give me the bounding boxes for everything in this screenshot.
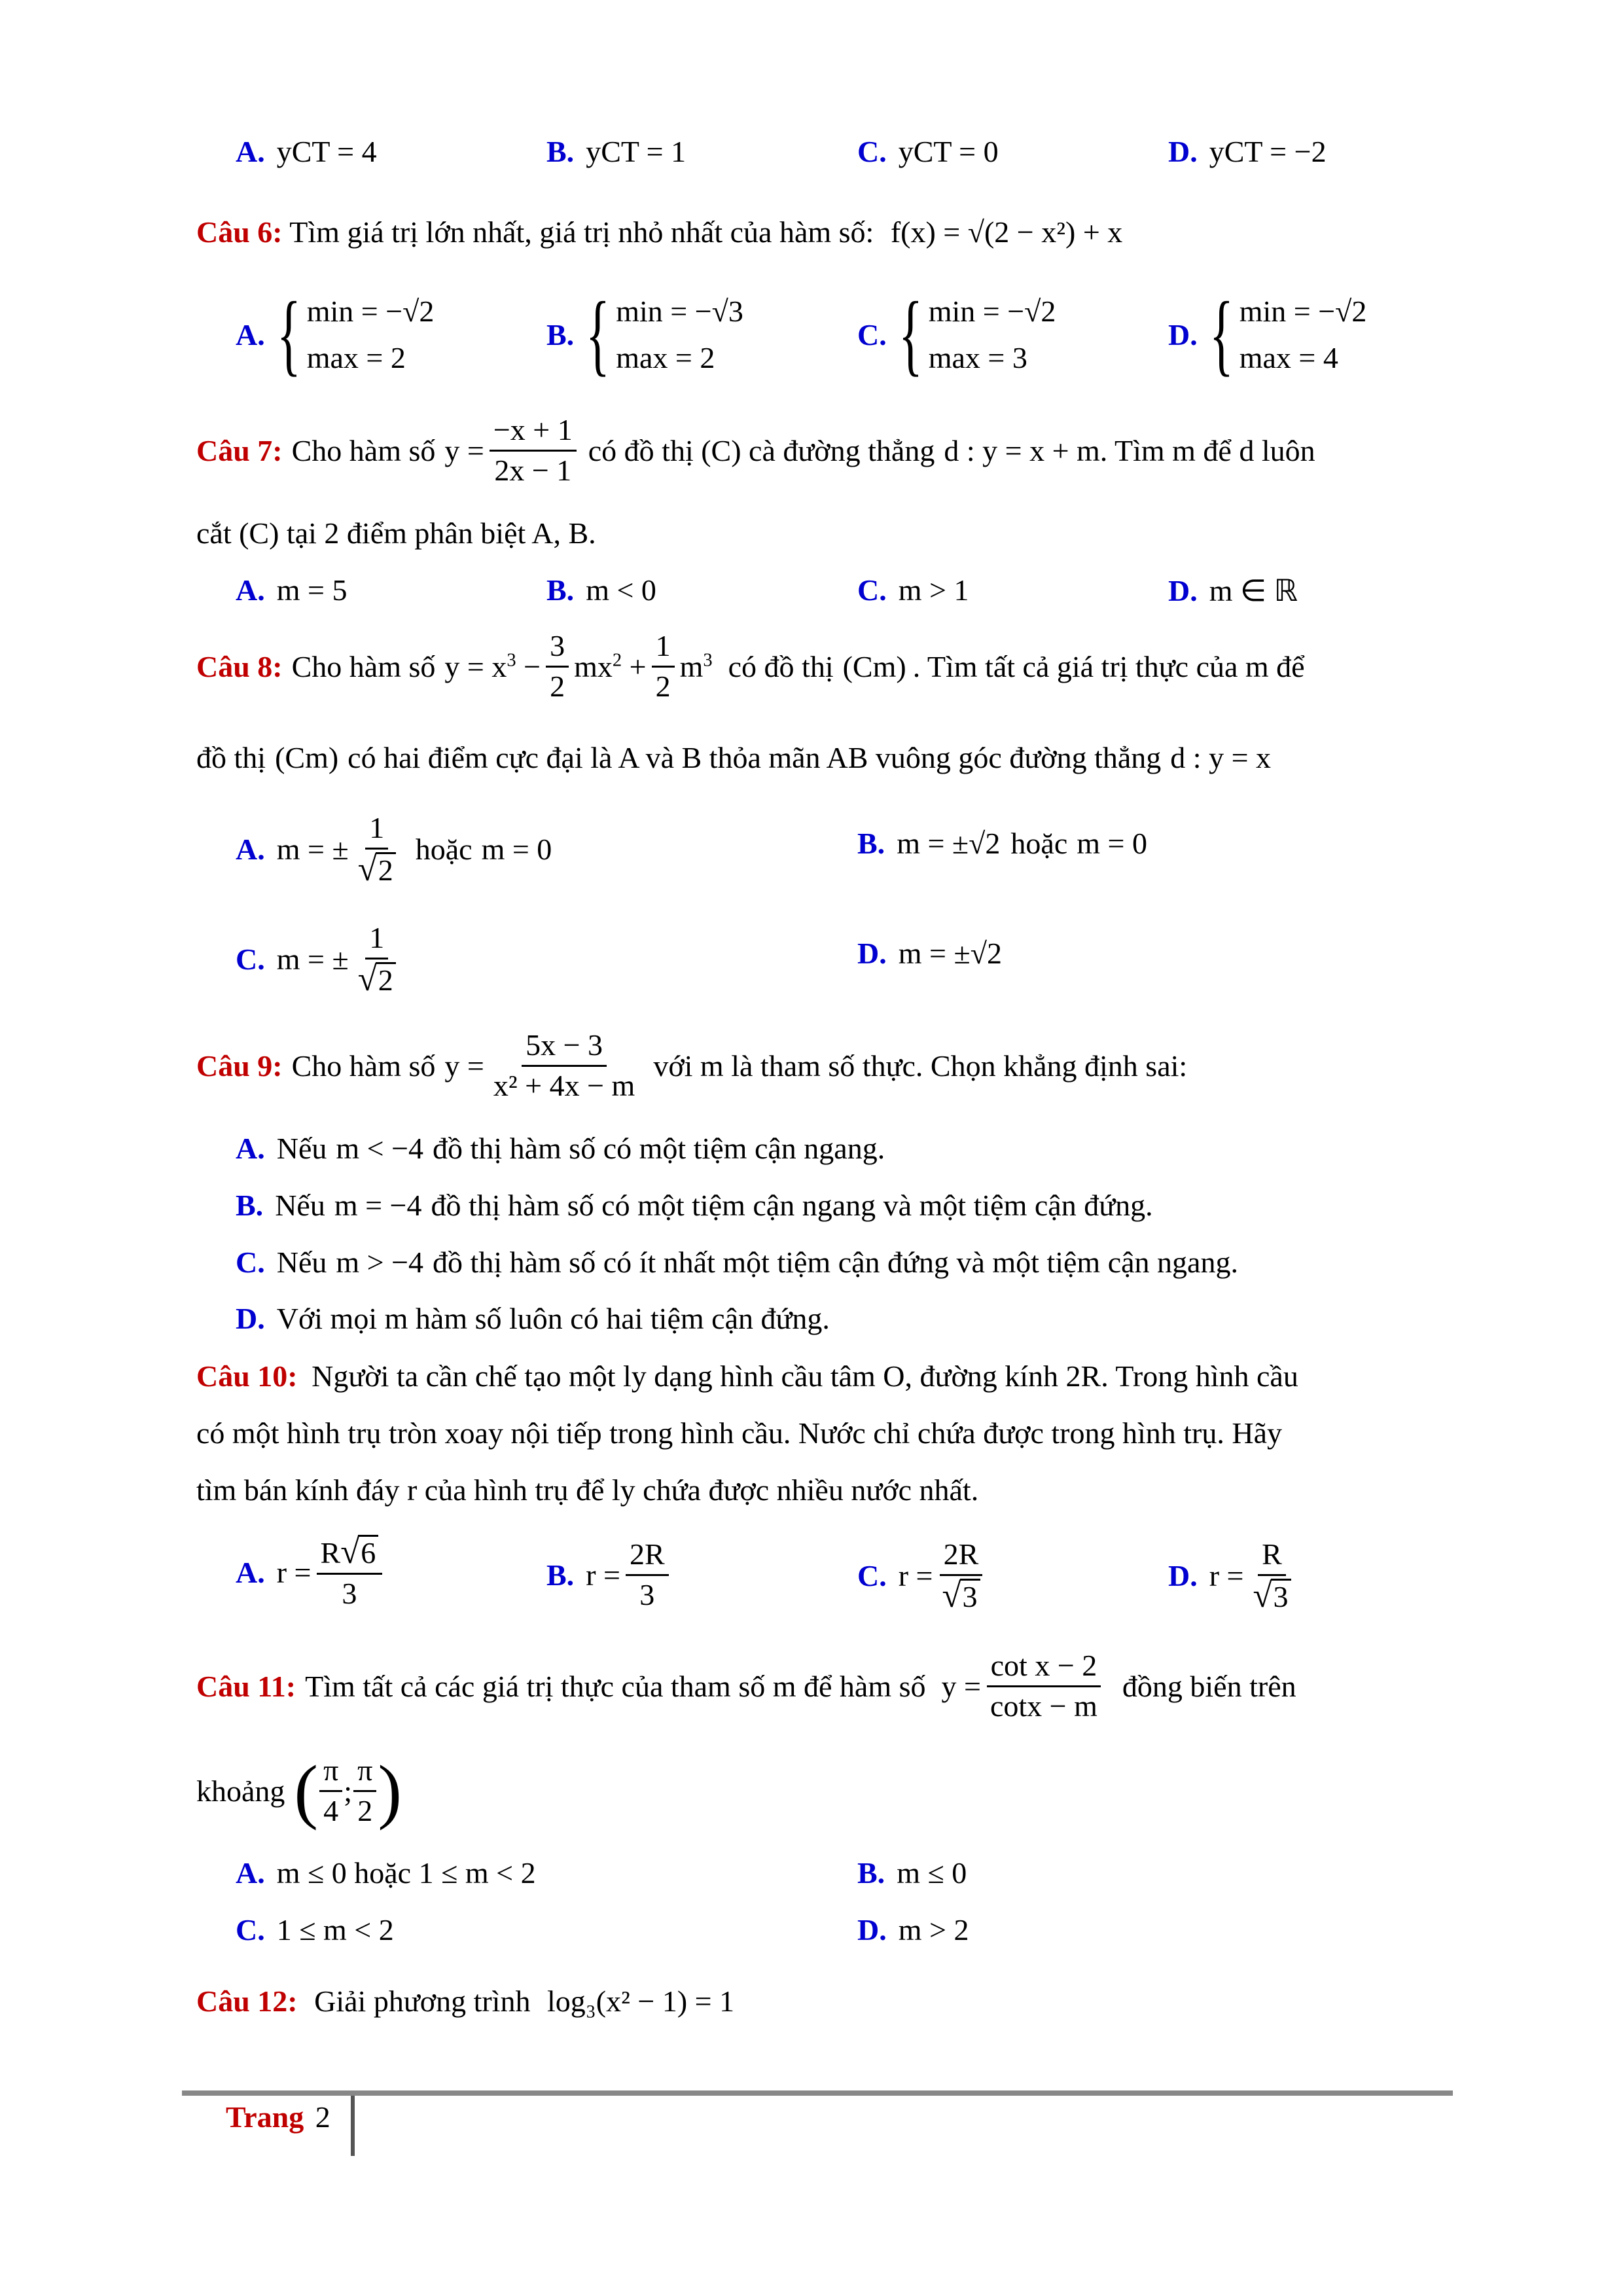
q7-option-b [546, 573, 656, 607]
option-label: D. [1168, 1559, 1198, 1593]
system-min: min = −√2 [1239, 295, 1367, 328]
question-label: Câu 10: [196, 1359, 298, 1393]
q9-option-a [236, 1131, 885, 1166]
question-text: . Tìm tất cả giá trị thực của m để [912, 649, 1305, 683]
q8-option-d [857, 936, 1002, 971]
q5-option-c [857, 134, 999, 169]
question-text: . Tìm m để d luôn [1099, 433, 1315, 467]
q10-stem-line1 [196, 1358, 1298, 1394]
fraction [490, 414, 577, 487]
option-math: r = [276, 1556, 312, 1590]
q10-option-c [857, 1538, 990, 1613]
option-label: D. [236, 1302, 265, 1335]
option-label: A. [236, 573, 265, 607]
function-y: y = [444, 433, 484, 467]
semicolon: ; [344, 1774, 353, 1808]
fraction-numerator: R [1258, 1538, 1286, 1576]
option-label: B. [546, 573, 575, 607]
option-pre: Nếu [275, 1189, 325, 1222]
system-min: min = −√2 [928, 295, 1056, 328]
option-text: m > 2 [898, 1913, 969, 1946]
q9-option-b [236, 1188, 1153, 1223]
fraction-numerator: 1 [652, 630, 675, 668]
option-or: hoặc [415, 833, 473, 867]
function-y: y = [444, 1049, 484, 1083]
option-text: 1 ≤ m < 2 [276, 1913, 394, 1946]
q12-stem [196, 1983, 734, 2019]
fraction [317, 1535, 383, 1610]
option-label: A. [236, 833, 265, 867]
question-formula: f(x) = √(2 − x²) + x [890, 215, 1123, 249]
option-label: C. [857, 573, 887, 607]
fraction-numerator: cot x − 2 [987, 1649, 1101, 1687]
question-text: khoảng [196, 1774, 285, 1808]
fraction-denominator: 2 [357, 1793, 373, 1827]
question-label: Câu 6: [196, 215, 283, 249]
question-label: Câu 8: [196, 649, 283, 683]
option-text: đồ thị hàm số có một tiệm cận ngang. [433, 1132, 885, 1165]
option-label: A. [236, 1556, 265, 1590]
q11-option-b [857, 1856, 967, 1890]
fraction [354, 922, 400, 997]
option-math: r = [586, 1558, 620, 1592]
option-math: m = ± [276, 942, 349, 977]
q7-option-c [857, 573, 969, 607]
paren-open: ( [294, 1751, 319, 1831]
question-text: Cho hàm số [291, 433, 436, 467]
q11-stem-line1 [196, 1649, 1296, 1723]
fraction-denominator: 2x − 1 [494, 453, 572, 487]
fraction-numerator: 1 [365, 922, 388, 960]
question-label: Câu 7: [196, 433, 283, 467]
fraction-numerator: R √ 6 [317, 1535, 383, 1575]
q11-option-a [236, 1856, 536, 1890]
fraction-numerator: 2R [940, 1538, 983, 1576]
option-label: C. [857, 317, 887, 351]
question-text: với m là tham số thực. Chọn khẳng định sai: [653, 1049, 1188, 1083]
system [276, 283, 435, 386]
question-text: Tìm giá trị lớn nhất, giá trị nhỏ nhất của hàm số: [289, 215, 874, 249]
option-text: đồ thị hàm số có một tiệm cận ngang và một tiệm cận đứng. [431, 1189, 1153, 1222]
q11-option-c [236, 1912, 394, 1947]
fraction [546, 630, 569, 703]
fraction-denominator: cotx − m [990, 1689, 1097, 1723]
q6-option-d [1168, 283, 1367, 386]
option-tail: m = 0 [481, 833, 552, 867]
q8-option-a [236, 812, 552, 887]
option-text: m > 1 [898, 573, 969, 607]
question-text: có hai điểm cực đại là A và B thỏa mãn AB vuông góc đường thẳng [348, 741, 1162, 774]
q6-option-b [546, 283, 743, 386]
option-label: B. [857, 827, 885, 860]
option-text: m = 5 [276, 573, 348, 607]
fraction-denominator: 2 [655, 669, 671, 703]
option-math: r = [898, 1559, 933, 1593]
question-label: Câu 9: [196, 1049, 283, 1083]
option-text: Với mọi m hàm số luôn có hai tiệm cận đứng. [276, 1302, 830, 1335]
fraction-denominator: 4 [323, 1793, 339, 1827]
fraction [490, 1029, 639, 1102]
option-label: D. [1168, 573, 1198, 607]
question-text: có đồ thị [728, 649, 834, 683]
option-label: B. [546, 135, 575, 168]
system-min: min = −√2 [306, 295, 435, 328]
question-formula: log₃(x² − 1) = 1 [546, 1984, 735, 2018]
fraction-denominator: 3 [342, 1576, 357, 1610]
fraction [938, 1538, 984, 1613]
option-text: m = ±√2 [897, 827, 1001, 860]
option-label: B. [857, 1856, 885, 1890]
fraction-denominator: √ 3 [938, 1576, 984, 1614]
function-term: $m^3$ [679, 649, 713, 683]
option-label: A. [236, 135, 265, 168]
q6-option-c [857, 283, 1056, 386]
q5-option-a [236, 134, 377, 169]
fraction-denominator: 3 [639, 1577, 655, 1611]
q9-option-d [236, 1301, 830, 1336]
fraction-denominator: x² + 4x − m [493, 1068, 635, 1102]
system-min: min = −√3 [616, 295, 743, 328]
q10-option-b [546, 1538, 674, 1611]
question-text: Tìm tất cả các giá trị thực của tham số m để hàm số [305, 1669, 926, 1703]
page-number [226, 2100, 330, 2134]
question-text: đồng biến trên [1122, 1669, 1296, 1703]
q7-option-a [236, 573, 347, 607]
brace-icon: { [276, 283, 301, 386]
option-label: C. [236, 1246, 265, 1279]
question-label: Câu 12: [196, 1984, 298, 2018]
option-label: A. [236, 1132, 265, 1165]
q6-stem [196, 214, 1122, 250]
paren-close: ) [378, 1751, 402, 1831]
option-cond: m < −4 [336, 1132, 424, 1165]
option-text: yCT = 1 [586, 135, 687, 168]
option-text: m < 0 [586, 573, 656, 607]
option-label: C. [236, 942, 265, 977]
option-text: yCT = −2 [1209, 135, 1327, 168]
question-text: Người ta cần chế tạo một ly dạng hình cầu tâm O, đường kính 2R. Trong hình cầu [312, 1359, 1298, 1393]
q8-option-b [857, 826, 1147, 861]
q10-stem-line2: có một hình trụ tròn xoay nội tiếp trong hình cầu. Nước chỉ chứa được trong hình trụ. Hãy [196, 1416, 1282, 1450]
line-equation: d : y = x + m [944, 433, 1100, 467]
option-label: C. [857, 1559, 887, 1593]
option-label: D. [857, 1913, 887, 1946]
fraction-numerator: 1 [365, 812, 388, 850]
function-formula: $y = x^3$ − [444, 649, 541, 683]
system-max: max = 2 [306, 341, 406, 375]
system [586, 283, 743, 386]
function-term: $mx^2$ + [574, 649, 647, 683]
option-label: B. [546, 317, 575, 351]
option-label: C. [236, 1913, 265, 1946]
footer-rule [182, 2090, 1453, 2096]
fraction [626, 1538, 669, 1611]
option-text: m = ±√2 [898, 937, 1002, 970]
option-or: hoặc [1010, 827, 1068, 860]
system [1209, 283, 1367, 386]
q7-stem-line2: cắt (C) tại 2 điểm phân biệt A, B. [196, 516, 596, 550]
option-cond: m = −4 [334, 1189, 422, 1222]
fraction [986, 1649, 1101, 1723]
system [898, 283, 1056, 386]
option-text: m ≤ 0 hoặc 1 ≤ m < 2 [276, 1856, 536, 1890]
page-number-value: 2 [315, 2100, 330, 2134]
question-text: đồ thị [196, 741, 266, 774]
fraction-numerator: −x + 1 [490, 414, 577, 452]
option-math: m = ± [276, 833, 349, 867]
fraction-numerator: π [353, 1754, 376, 1792]
question-text: Giải phương trình [314, 1984, 531, 2018]
option-label: D. [1168, 317, 1198, 351]
brace-icon: { [586, 283, 611, 386]
system-max: max = 2 [616, 341, 715, 375]
fraction [353, 1754, 376, 1827]
q11-stem-line2 [196, 1751, 402, 1831]
graph-name: (Cm) [842, 649, 906, 683]
system-max: max = 3 [928, 341, 1027, 375]
option-pre: Nếu [276, 1132, 327, 1165]
q5-option-d [1168, 134, 1327, 169]
option-text: m ∈ ℝ [1209, 574, 1298, 607]
option-label: A. [236, 317, 265, 351]
option-cond: m > −4 [336, 1246, 424, 1279]
option-text: yCT = 4 [276, 135, 377, 168]
q8-stem-line1 [196, 630, 1305, 703]
option-pre: Nếu [276, 1246, 327, 1279]
option-text: m ≤ 0 [897, 1856, 967, 1890]
fraction-numerator: π [319, 1754, 342, 1792]
question-label: Câu 11: [196, 1669, 296, 1703]
fraction-denominator: √ 3 [1249, 1576, 1295, 1614]
option-label: B. [236, 1189, 264, 1222]
question-text: có đồ thị (C) cà đường thẳng [588, 433, 935, 467]
brace-icon: { [1209, 283, 1234, 386]
q6-option-a [236, 283, 435, 386]
q10-stem-line3: tìm bán kính đáy r của hình trụ để ly chứa được nhiều nước nhất. [196, 1473, 979, 1507]
option-tail: m = 0 [1077, 827, 1147, 860]
fraction-numerator: 5x − 3 [522, 1029, 607, 1067]
fraction [319, 1754, 342, 1827]
line-equation: d : y = x [1170, 741, 1272, 774]
option-label: B. [546, 1558, 575, 1592]
q10-option-d [1168, 1538, 1300, 1613]
option-text: yCT = 0 [898, 135, 999, 168]
option-text: đồ thị hàm số có ít nhất một tiệm cận đứng và một tiệm cận ngang. [433, 1246, 1238, 1279]
system-max: max = 4 [1239, 341, 1338, 375]
q9-option-c [236, 1245, 1238, 1280]
page-label: Trang [226, 2100, 304, 2134]
brace-icon: { [898, 283, 923, 386]
fraction-denominator: √ 2 [354, 850, 400, 888]
question-text: Cho hàm số [291, 649, 436, 683]
fraction [652, 630, 675, 703]
option-label: D. [1168, 135, 1198, 168]
option-label: A. [236, 1856, 265, 1890]
q11-option-d [857, 1912, 969, 1947]
fraction-numerator: 3 [546, 630, 569, 668]
q9-stem [196, 1029, 1187, 1102]
q8-stem-line2 [196, 740, 1271, 776]
q7-option-d [1168, 573, 1298, 608]
fraction [354, 812, 400, 887]
option-math: r = [1209, 1559, 1244, 1593]
fraction-denominator: √ 2 [354, 960, 400, 997]
q5-option-b [546, 134, 686, 169]
footer-divider [351, 2096, 355, 2156]
q7-stem-line1 [196, 414, 1315, 487]
option-label: D. [857, 937, 887, 970]
graph-name: (Cm) [275, 741, 339, 774]
fraction-denominator: 2 [550, 669, 565, 703]
q10-option-a [236, 1535, 387, 1610]
q8-option-c [236, 922, 405, 997]
question-text: Cho hàm số [291, 1049, 436, 1083]
fraction-numerator: 2R [626, 1538, 669, 1576]
option-label: C. [857, 135, 887, 168]
fraction [1249, 1538, 1295, 1613]
function-y: y = [941, 1669, 981, 1703]
